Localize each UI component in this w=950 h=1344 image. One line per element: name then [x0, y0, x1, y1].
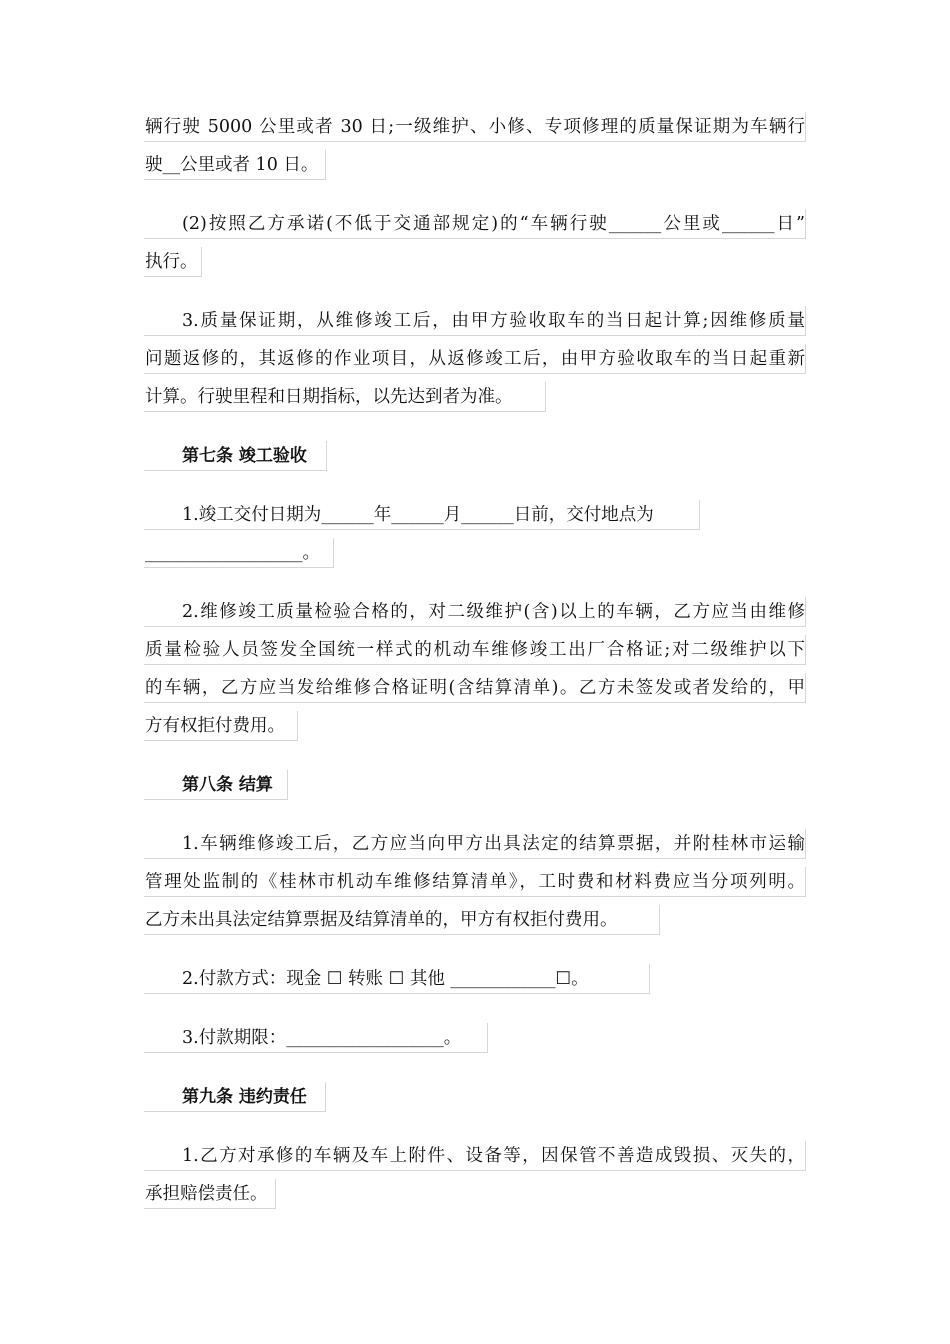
- text-line: 管理处监制的《桂林市机动车维修结算清单》，工时费和材料费应当分项列明。: [144, 867, 806, 897]
- text-line: 执行。: [144, 247, 202, 277]
- text-line: 的车辆，乙方应当发给维修合格证明(含结算清单)。乙方未签发或者发给的，甲: [144, 673, 806, 703]
- text-line: 辆行驶 5000 公里或者 30 日;一级维护、小修、专项修理的质量保证期为车辆行: [144, 112, 806, 142]
- section-heading: 第七条 竣工验收: [144, 441, 327, 471]
- section-heading: 第八条 结算: [144, 770, 288, 800]
- text-line: 驶__公里或者 10 日。: [144, 150, 326, 180]
- text-line: 问题返修的，其返修的作业项目，从返修竣工后，由甲方验收取车的当日起重新: [144, 344, 806, 374]
- text-line: 1.竣工交付日期为______年______月______日前，交付地点为: [144, 500, 700, 530]
- text-line: 方有权拒付费用。: [144, 711, 298, 741]
- text-line: 1.车辆维修竣工后，乙方应当向甲方出具法定的结算票据，并附桂林市运输: [144, 829, 806, 859]
- text-line: 2.维修竣工质量检验合格的，对二级维护(含)以上的车辆，乙方应当由维修: [144, 597, 806, 627]
- text-line: (2)按照乙方承诺(不低于交通部规定)的“车辆行驶______公里或______日”: [144, 209, 806, 239]
- text-line: 乙方未出具法定结算票据及结算清单的，甲方有权拒付费用。: [144, 905, 660, 935]
- text-line: 2.付款方式：现金 ☐ 转账 ☐ 其他 ____________☐。: [144, 964, 650, 994]
- text-line: 3.质量保证期，从维修竣工后，由甲方验收取车的当日起计算;因维修质量: [144, 306, 806, 336]
- text-line: 质量检验人员签发全国统一样式的机动车维修竣工出厂合格证;对二级维护以下: [144, 635, 806, 665]
- text-line: 计算。行驶里程和日期指标，以先达到者为准。: [144, 382, 546, 412]
- text-line: 3.付款期限：__________________。: [144, 1023, 488, 1053]
- text-line: __________________。: [144, 538, 334, 568]
- text-line: 1.乙方对承修的车辆及车上附件、设备等，因保管不善造成毁损、灭失的，: [144, 1141, 806, 1171]
- text-line: 承担赔偿责任。: [144, 1179, 276, 1209]
- section-heading: 第九条 违约责任: [144, 1082, 326, 1112]
